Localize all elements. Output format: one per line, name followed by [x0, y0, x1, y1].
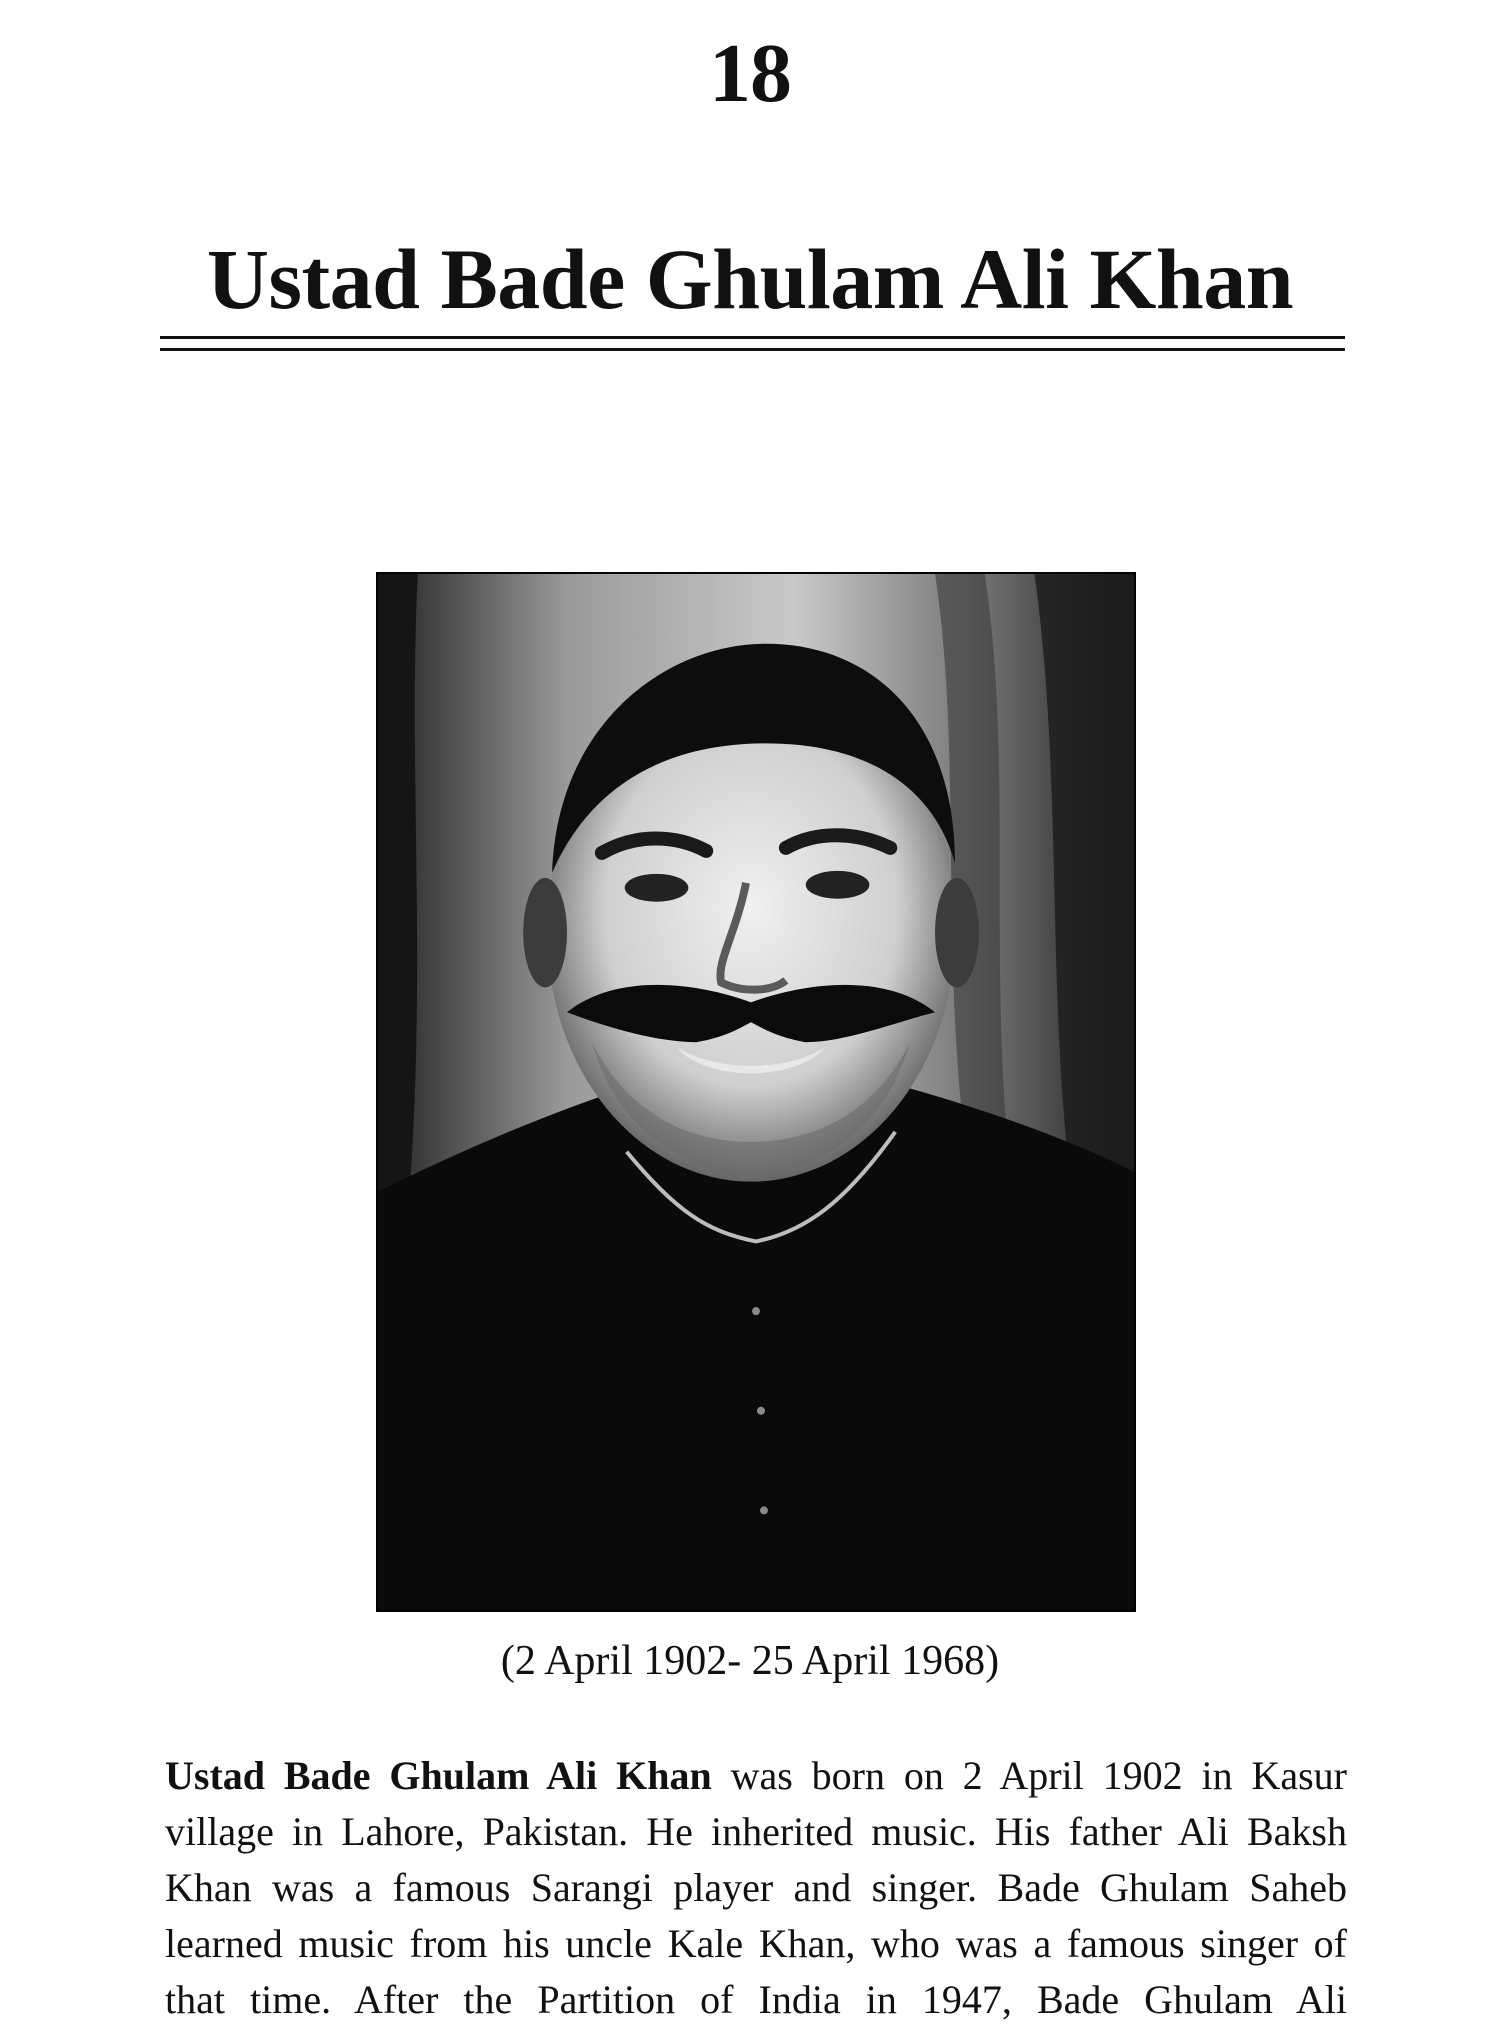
title-rule-top [160, 336, 1345, 339]
portrait-photo [376, 572, 1136, 1612]
subject-name: Ustad Bade Ghulam Ali Khan [165, 1753, 712, 1798]
paragraph-text: was born on 2 April 1902 in Kasur village in Lahore, Pakistan. He inherited music. His father Ali Baksh Khan was a famous Sarangi player and singer. Bade Ghulam Saheb learned music from his uncle Kale Khan, who was a famous singer of that time. After the Partition of India in 1947, Bade Ghulam Ali [165, 1753, 1347, 2022]
page-title: Ustad Bade Ghulam Ali Khan [206, 231, 1294, 327]
title-rule-bottom [160, 348, 1345, 351]
body-paragraph [165, 1748, 1347, 2028]
photo-caption: (2 April 1902- 25 April 1968) [500, 1638, 1000, 1684]
portrait-illustration [378, 574, 1134, 1610]
chapter-number: 18 [709, 27, 791, 120]
